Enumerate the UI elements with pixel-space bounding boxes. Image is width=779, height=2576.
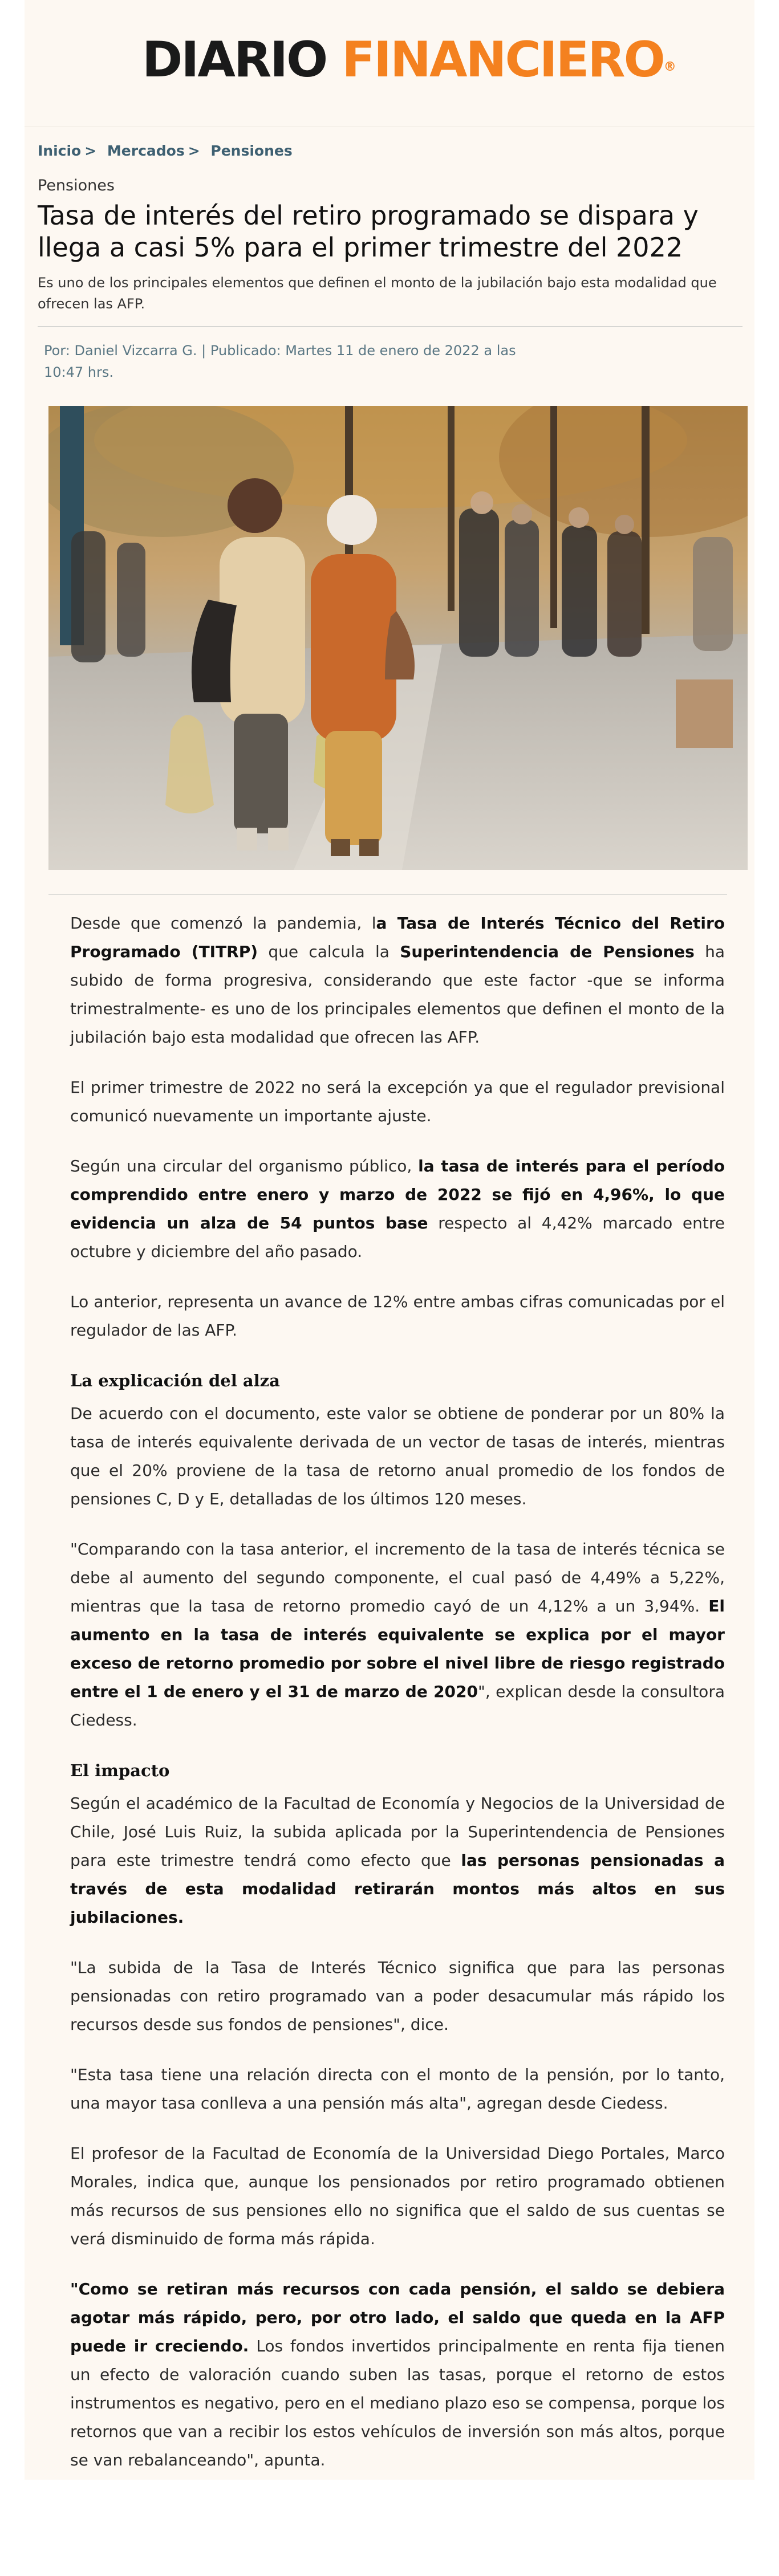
article-paragraph: El profesor de la Facultad de Economía de la Universidad Diego Portales, Marco Morales, indica que, aunque los pensionados por retiro programado obtienen más recursos de sus pensiones ello no significa que el saldo de sus cuentas se verá disminuido de forma más rápida.: [70, 2144, 725, 2248]
site-logo[interactable]: [142, 27, 676, 93]
text-run: ", explican desde la consultora Ciedess.: [70, 1682, 725, 1729]
article-body: [70, 909, 725, 2496]
article-paragraph: [70, 1535, 725, 1735]
breadcrumb-separator: >: [188, 143, 200, 159]
page-container: [25, 0, 754, 2480]
breadcrumb-separator: >: [84, 143, 97, 159]
article-subheading: La explicación del alza: [70, 1371, 280, 1390]
text-run: Desde que comenzó la pandemia, l: [70, 914, 376, 933]
text-run-bold: "Como se retiran más recursos con cada pensión, el saldo se debiera agotar más rápido, pero, por otro lado, el saldo que queda en la AFP puede ir creciendo.: [70, 2280, 725, 2355]
article-section-label: Pensiones: [38, 177, 115, 194]
logo-text-diario: DIARIO: [142, 31, 327, 88]
article-byline: Por: Daniel Vizcarra G. | Publicado: Martes 11 de enero de 2022 a las 10:47 hrs.: [44, 343, 516, 380]
text-run: que calcula la: [258, 942, 400, 961]
text-run-bold: El aumento en la tasa de interés equivalente se explica por el mayor exceso de retorno promedio por sobre el nivel libre de riesgo registrado entre el 1 de enero y el 31 de marzo de 2020: [70, 1597, 725, 1701]
text-run: ha subido de forma progresiva, considerando que este factor -que se informa trimestralmente- es uno de los principales elementos que definen el monto de la jubilación bajo esta modalidad que ofrecen las AFP.: [70, 942, 725, 1047]
article-paragraph: [70, 1789, 725, 1932]
article-paragraph: Lo anterior, representa un avance de 12% entre ambas cifras comunicadas por el regulador de las AFP.: [70, 1292, 725, 1340]
article-paragraph: "La subida de la Tasa de Interés Técnico significa que para las personas pensionadas con retiro programado van a poder desacumular más rápido los recursos desde sus fondos de pensiones", dice.: [70, 1958, 725, 2034]
breadcrumb-link-inicio[interactable]: Inicio: [38, 143, 82, 159]
article-paragraph: De acuerdo con el documento, este valor se obtiene de ponderar por un 80% la tasa de interés equivalente derivada de un vector de tasas de interés, mientras que el 20% proviene de la tasa de retorno anual promedio de los fondos de pensiones C, D y E, detalladas de los últimos 120 meses.: [70, 1404, 725, 1508]
article-subtitle: Es uno de los principales elementos que definen el monto de la jubilación bajo esta modalidad que ofrecen las AFP.: [38, 275, 717, 312]
text-run: Según el académico de la Facultad de Economía y Negocios de la Universidad de Chile, José Luis Ruiz, la subida aplicada por la Superintendencia de Pensiones para este trimestre tendrá como efecto que: [70, 1794, 725, 1870]
text-run: respecto al 4,42% marcado entre octubre y diciembre del año pasado.: [70, 1214, 725, 1261]
hero-image: [48, 406, 748, 870]
text-run-bold: Superintendencia de Pensiones: [400, 942, 695, 961]
registered-mark-icon: ®: [663, 60, 676, 74]
article-paragraph: "Esta tasa tiene una relación directa con el monto de la pensión, por lo tanto, una mayor tasa conlleva a una pensión más alta", agregan desde Ciedess.: [70, 2065, 725, 2113]
article-title: Tasa de interés del retiro programado se dispara y llega a casi 5% para el primer trimestre del 2022: [38, 200, 699, 263]
elderly-couple-photo-icon: [48, 406, 748, 870]
article-paragraph: [70, 909, 725, 1052]
breadcrumb: [38, 143, 293, 159]
article-subheading: El impacto: [70, 1761, 170, 1780]
logo-text-financiero: FINANCIERO: [342, 31, 664, 88]
text-run: Según una circular del organismo público,: [70, 1157, 419, 1175]
text-run: Los fondos invertidos principalmente en renta fija tienen un efecto de valoración cuando suben las tasas, porque el retorno de estos instrumentos es negativo, pero en el mediano plazo eso se compensa, porque los retornos que van a recibir los estos vehículos de inversión son más altos, porque se van rebalanceando", apunta.: [70, 2337, 725, 2469]
breadcrumb-link-pensiones[interactable]: Pensiones: [210, 143, 293, 159]
site-header: [25, 0, 754, 127]
text-run: "Comparando con la tasa anterior, el incremento de la tasa de interés técnica se debe al aumento del segundo componente, el cual pasó de 4,49% a 5,22%, mientras que la tasa de retorno promedio cayó de un 4,12% a un 3,94%.: [70, 1540, 725, 1615]
article-paragraph: [70, 1152, 725, 1266]
article-paragraph: El primer trimestre de 2022 no será la excepción ya que el regulador previsional comunicó nuevamente un importante ajuste.: [70, 1078, 725, 1125]
text-run-bold: las personas pensionadas a través de esta modalidad retirarán montos más altos en sus jubilaciones.: [70, 1851, 725, 1927]
article-paragraph: [70, 2275, 725, 2475]
text-run-bold: la tasa de interés para el período comprendido entre enero y marzo de 2022 se fijó en 4,96%, lo que evidencia un alza de 54 puntos base: [70, 1157, 725, 1232]
text-run-bold: a Tasa de Interés Técnico del Retiro Programado (TITRP): [70, 914, 725, 961]
breadcrumb-link-mercados[interactable]: Mercados: [107, 143, 185, 159]
